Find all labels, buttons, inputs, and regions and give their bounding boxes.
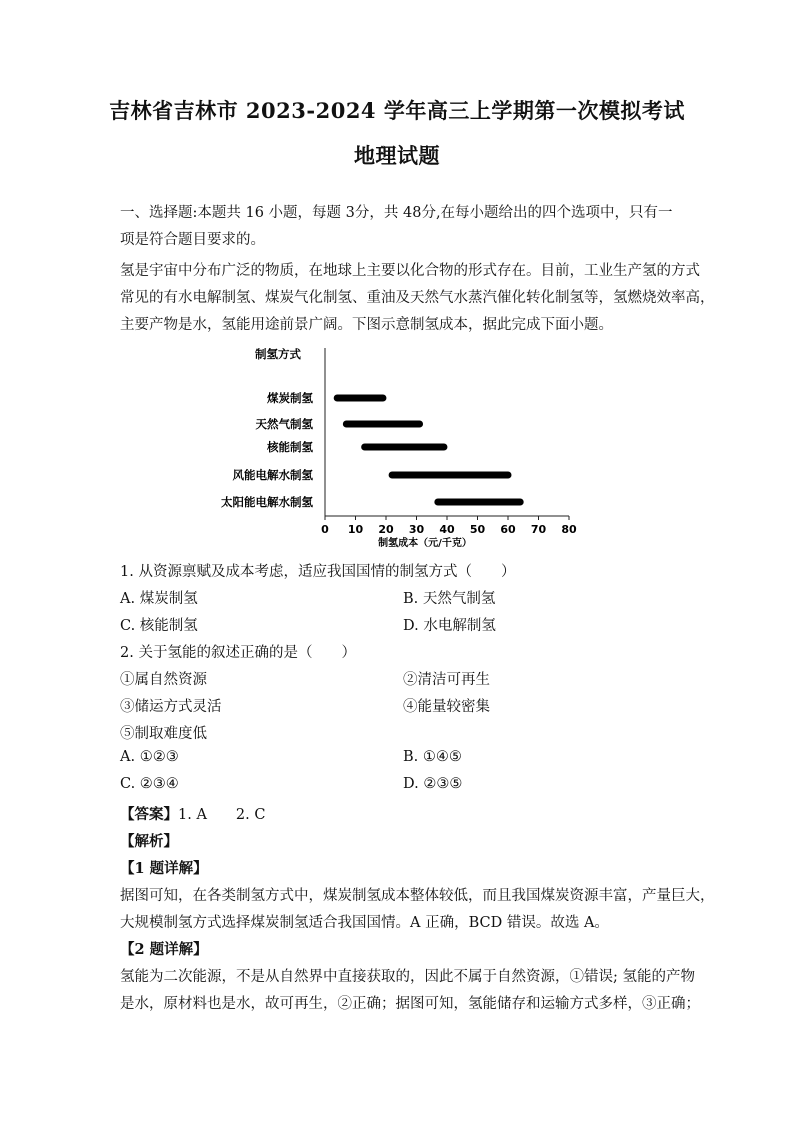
detail-2-line-2: 是水，原材料也是水，故可再生，②正确；据图可知，氢能储存和运输方式多样，③正确； [120, 996, 700, 1012]
question-2-statement-3: ③储运方式灵活 [120, 699, 222, 715]
chart-y-axis-label: 制氢方式 [255, 347, 301, 361]
chart-category-label: 煤炭制氢 [267, 391, 313, 405]
question-2-option-c: C. ②③④ [120, 776, 179, 792]
detail-2-heading: 【2 题详解】 [120, 941, 208, 958]
passage-line-2: 常见的有水电解制氢、煤炭气化制氢、重油及天然气水蒸汽催化转化制氢等，氢燃烧效率高， [120, 290, 715, 306]
chart-x-tick-label: 40 [439, 523, 455, 536]
answer-line [120, 803, 265, 824]
document-subtitle: 地理试题 [354, 143, 440, 168]
detail-1-line-1: 据图可知，在各类制氢方式中，煤炭制氢成本整体较低，而且我国煤炭资源丰富，产量巨大， [120, 888, 715, 904]
question-2-statement-4: ④能量较密集 [403, 699, 490, 715]
chart-x-tick-label: 10 [347, 523, 364, 536]
chart-x-tick-label: 50 [469, 523, 486, 536]
chart-x-tick-label: 80 [561, 523, 577, 536]
question-1-option-c: C. 核能制氢 [120, 618, 198, 634]
passage-line-1: 氢是宇宙中分布广泛的物质，在地球上主要以化合物的形式存在。目前，工业生产氢的方式 [120, 263, 700, 279]
chart-x-tick-label: 70 [530, 523, 547, 536]
hydrogen-cost-chart [205, 340, 585, 555]
question-2-statement-1: ①属自然资源 [120, 672, 207, 688]
chart-category-label: 核能制氢 [267, 440, 313, 454]
chart-x-tick-label: 60 [500, 523, 516, 536]
question-1-option-a: A. 煤炭制氢 [120, 591, 198, 607]
question-2-option-d: D. ②③⑤ [403, 776, 463, 792]
question-2-option-b: B. ①④⑤ [403, 749, 462, 765]
chart-category-label: 太阳能电解水制氢 [221, 495, 313, 509]
question-2-statement-2: ②清洁可再生 [403, 672, 490, 688]
detail-2-line-1: 氢能为二次能源，不是从自然界中直接获取的，因此不属于自然资源，①错误; 氢能的产物 [120, 969, 695, 985]
chart-x-axis-label: 制氢成本（元/千克） [378, 538, 472, 549]
chart-x-tick-label: 30 [408, 523, 425, 536]
answer-value: 1. A 2. C [178, 807, 266, 823]
question-2-stem: 2. 关于氢能的叙述正确的是（ ） [120, 645, 356, 661]
detail-1-line-2: 大规模制氢方式选择煤炭制氢适合我国国情。A 正确，BCD 错误。故选 A。 [120, 915, 609, 931]
chart-category-label: 天然气制氢 [255, 417, 313, 431]
chart-x-tick-label: 0 [321, 523, 329, 536]
analysis-heading: 【解析】 [120, 833, 178, 850]
passage-line-3: 主要产物是水，氢能用途前景广阔。下图示意制氢成本，据此完成下面小题。 [120, 317, 613, 333]
chart-x-tick-label: 20 [378, 523, 394, 536]
detail-1-heading: 【1 题详解】 [120, 860, 208, 877]
document-title: 吉林省吉林市 2023-2024 学年高三上学期第一次模拟考试 [109, 98, 685, 123]
question-1-stem: 1. 从资源禀赋及成本考虑，适应我国国情的制氢方式（ ） [120, 564, 516, 580]
answer-label: 【答案】 [120, 806, 178, 823]
question-1-option-b: B. 天然气制氢 [403, 591, 496, 607]
question-2-option-a: A. ①②③ [120, 749, 179, 765]
question-1-option-d: D. 水电解制氢 [403, 618, 496, 634]
chart-category-label: 风能电解水制氢 [232, 468, 313, 482]
question-2-statement-5: ⑤制取难度低 [120, 726, 207, 742]
section-instruction: 一、选择题:本题共 16 小题，每题 3分，共 48分,在每小题给出的四个选项中，只有一项是符合题目要求的。 [120, 205, 673, 248]
